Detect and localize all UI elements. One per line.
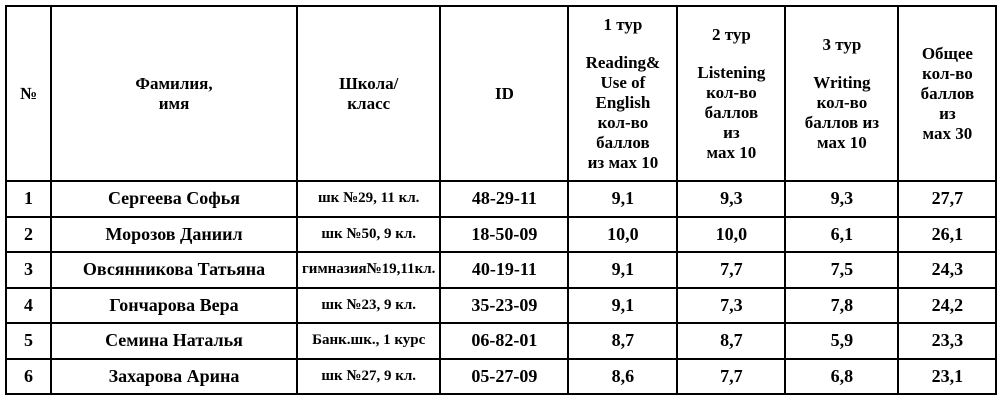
header-tour1-line: баллов [596,132,650,152]
cell-total: 23,1 [898,359,996,395]
header-school-line: Школа/ [339,73,399,93]
cell-tour3: 5,9 [785,323,898,359]
cell-name: Гончарова Вера [51,288,297,324]
results-table [5,5,997,395]
table-row [6,181,996,217]
table-row [6,217,996,253]
header-tour2-line: мах 10 [706,142,757,162]
cell-total: 26,1 [898,217,996,253]
header-total [898,6,996,181]
cell-id: 48-29-11 [440,181,568,217]
cell-name: Сергеева Софья [51,181,297,217]
cell-name: Захарова Арина [51,359,297,395]
cell-id: 40-19-11 [440,252,568,288]
cell-tour3: 9,3 [785,181,898,217]
cell-tour2: 9,3 [677,181,785,217]
header-total-line: баллов [920,83,975,103]
header-tour1-line: из мах 10 [587,152,659,172]
header-school [297,6,440,181]
header-tour2-title: 2 тур [711,24,751,44]
cell-school: шк №23, 9 кл. [297,288,440,324]
cell-total: 23,3 [898,323,996,359]
cell-total: 24,2 [898,288,996,324]
header-tour1-title: 1 тур [603,14,643,34]
header-id: ID [440,6,568,181]
table-row [6,288,996,324]
cell-tour2: 7,7 [677,252,785,288]
header-row [6,6,996,181]
table-row [6,359,996,395]
cell-num: 2 [6,217,51,253]
cell-school: шк №27, 9 кл. [297,359,440,395]
cell-total: 24,3 [898,252,996,288]
header-tour1 [568,6,677,181]
cell-tour3: 6,1 [785,217,898,253]
cell-tour3: 6,8 [785,359,898,395]
cell-num: 6 [6,359,51,395]
results-table-container [5,5,997,395]
header-tour3 [785,6,898,181]
header-tour3-line: кол-во [816,92,868,112]
cell-num: 3 [6,252,51,288]
header-name-line: имя [158,93,190,113]
cell-tour2: 8,7 [677,323,785,359]
cell-school: гимназия№19,11кл. [297,252,440,288]
header-tour2-line: кол-во [706,82,757,102]
header-tour1-line: кол-во [597,112,649,132]
cell-name: Семина Наталья [51,323,297,359]
cell-id: 05-27-09 [440,359,568,395]
cell-school: шк №29, 11 кл. [297,181,440,217]
header-tour2-line: баллов [704,102,759,122]
header-tour2-line: из [723,122,740,142]
cell-tour2: 7,3 [677,288,785,324]
cell-tour1: 9,1 [568,288,677,324]
table-row [6,323,996,359]
cell-total: 27,7 [898,181,996,217]
header-tour2-line: Listening [697,62,766,82]
cell-tour3: 7,5 [785,252,898,288]
cell-num: 4 [6,288,51,324]
cell-tour2: 10,0 [677,217,785,253]
cell-id: 06-82-01 [440,323,568,359]
cell-id: 35-23-09 [440,288,568,324]
header-total-line: Общее [921,43,973,63]
cell-tour1: 9,1 [568,252,677,288]
cell-tour1: 10,0 [568,217,677,253]
cell-name: Овсянникова Татьяна [51,252,297,288]
header-tour1-line: Reading& [585,52,661,72]
header-total-line: кол-во [922,63,973,83]
cell-tour2: 7,7 [677,359,785,395]
header-tour3-line: баллов из [804,112,880,132]
cell-school: Банк.шк., 1 курс [297,323,440,359]
cell-tour1: 9,1 [568,181,677,217]
header-school-line: класс [347,93,391,113]
cell-num: 5 [6,323,51,359]
header-total-line: мах 30 [922,123,973,143]
header-tour3-title: 3 тур [822,34,862,54]
header-tour1-line: English [595,92,651,112]
cell-school: шк №50, 9 кл. [297,217,440,253]
header-tour3-line: Writing [813,72,871,92]
table-row [6,252,996,288]
cell-tour1: 8,6 [568,359,677,395]
cell-tour3: 7,8 [785,288,898,324]
header-name-line: Фамилия, [135,73,213,93]
header-num: № [6,6,51,181]
cell-num: 1 [6,181,51,217]
header-tour1-line: Use of [600,72,646,92]
cell-name: Морозов Даниил [51,217,297,253]
cell-tour1: 8,7 [568,323,677,359]
header-tour3-line: мах 10 [817,132,867,152]
header-tour2 [677,6,785,181]
header-total-line: из [939,103,956,123]
header-name [51,6,297,181]
cell-id: 18-50-09 [440,217,568,253]
